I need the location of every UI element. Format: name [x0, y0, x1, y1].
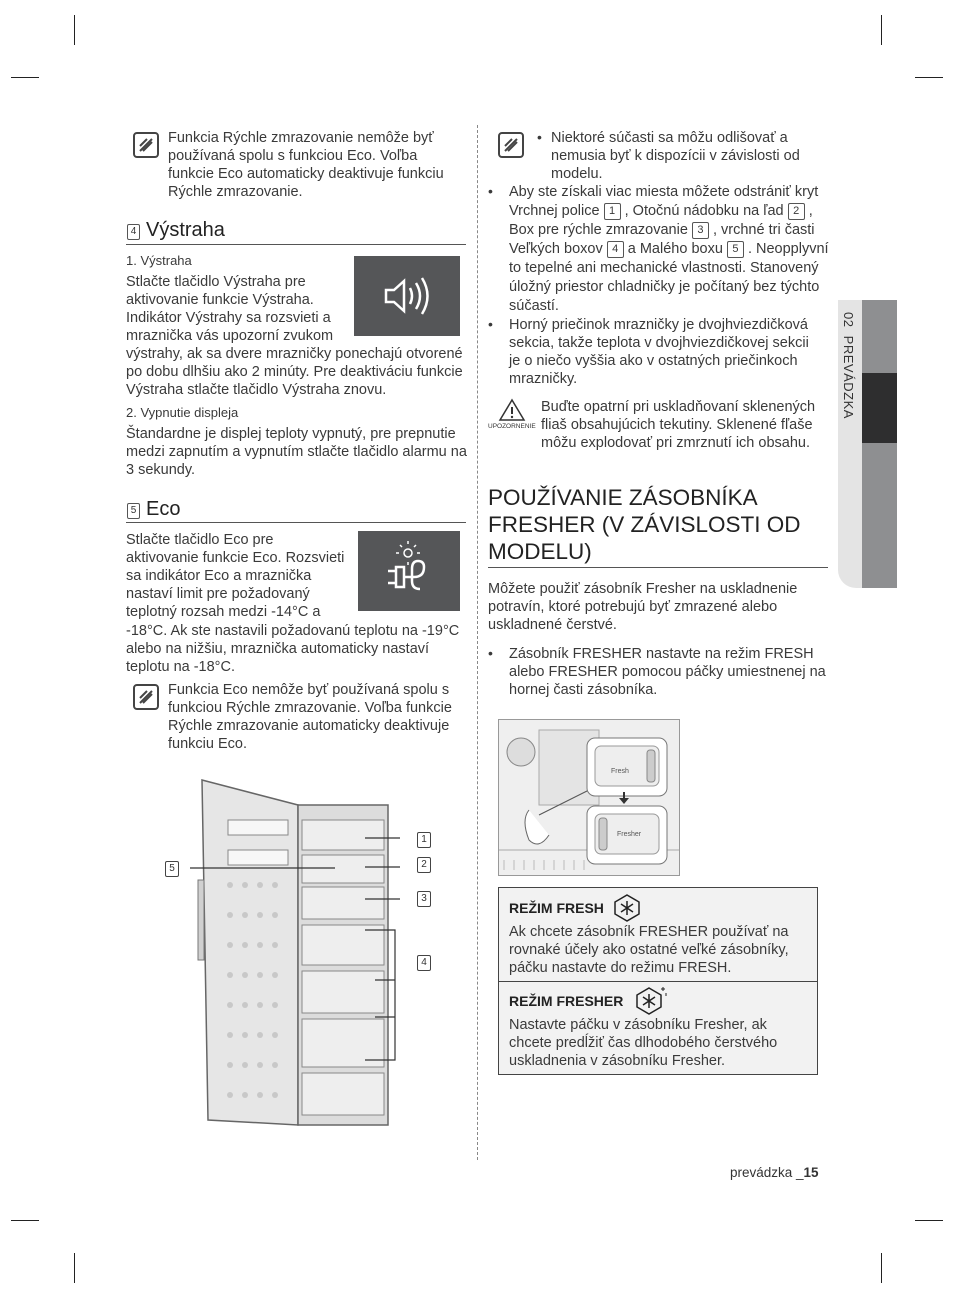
dial-label-fresh: Fresh [611, 768, 629, 775]
paragraph: Môžete použiť zásobník Fresher na uskladnenie potravín, ktoré potrebujú byť zmrazené alebo uskladnené čerstvé. [488, 581, 798, 633]
bullet-dot: • [488, 645, 493, 661]
inline-number: 3 [692, 222, 709, 239]
column-divider [477, 125, 478, 1160]
section-number: 4 [127, 224, 140, 240]
note-icon [133, 132, 159, 158]
text: a Malého boxu [627, 241, 723, 257]
mode-fresher-box [498, 981, 818, 1075]
crop-mark [915, 1220, 943, 1221]
crop-mark [915, 77, 943, 78]
page-footer [730, 1165, 819, 1180]
item-label: 2. Vypnutie displeja [126, 405, 239, 420]
bullet-dot: • [488, 183, 493, 199]
bullet-dot: • [537, 129, 542, 145]
bullet-text-components [509, 183, 831, 316]
section-title: Eco [146, 498, 181, 520]
mode-fresh-text: Ak chcete zásobník FRESHER používať na rovnaké účely ako ostatné veľké zásobníky, páčku nastavte do režimu FRESH. [509, 924, 789, 976]
heading-rule [488, 567, 828, 568]
callout-5: 5 [165, 861, 179, 877]
bullet-text: Horný priečinok mrazničky je dvojhviezdičková sekcia, takže teplota v dvojhviezdičkovej sekcii je o niečo vyššia ako v ostatných priečinkoch mrazničky. [509, 317, 809, 387]
callout-2: 2 [417, 857, 431, 873]
callout-3: 3 [417, 891, 431, 907]
note-icon [133, 684, 159, 710]
crop-mark [74, 15, 75, 45]
inline-number: 5 [727, 241, 744, 258]
paragraph: -18°C. Ak ste nastavili požadovanú teplotu na -19°C alebo na nižšiu, mraznička automaticky nastaví teplotu na -18°C. [126, 623, 460, 675]
text: , vrchné tri časti Veľkých boxov [509, 222, 815, 257]
heading-rule [126, 522, 466, 523]
side-tab-gray-top [862, 300, 897, 373]
freezer-illustration [190, 775, 400, 1135]
section-heading-vystraha [127, 219, 225, 242]
paragraph: Štandardne je displej teploty vypnutý, pre prepnutie medzi zapnutím a vypnutím stlačte tlačidlo alarmu na 3 sekundy. [126, 426, 467, 478]
bullet-text: Zásobník FRESHER nastavte na režim FRESH alebo FRESHER pomocou páčky umiestnenej na hornej časti zásobníka. [509, 646, 826, 698]
section-heading-eco [127, 498, 180, 521]
heading-rule [126, 244, 466, 245]
footer-label: prevádzka _ [730, 1165, 804, 1180]
fresher-drawer-illustration [498, 719, 680, 876]
page-number: 15 [803, 1165, 819, 1180]
note-text: Funkcia Rýchle zmrazovanie nemôže byť používaná spolu s funkciou Eco. Voľba funkcie Eco automaticky deaktivuje funkciu Rýchle zmrazovanie. [168, 130, 444, 200]
mode-fresh-title: REŽIM FRESH [509, 900, 604, 916]
section-number: 5 [127, 503, 140, 519]
note-text: Funkcia Eco nemôže byť používaná spolu s funkciou Rýchle zmrazovanie. Voľba funkcie Rýchle zmrazovanie automaticky deaktivuje funkciu Eco. [168, 682, 452, 752]
snowflake-sparkle-icon [635, 985, 669, 1015]
crop-mark [11, 1220, 39, 1221]
mode-fresher-title: REŽIM FRESHER [509, 993, 624, 1009]
side-tab-gray-bottom [862, 443, 897, 588]
warning-label: UPOZORNENIE [488, 423, 536, 430]
crop-mark [881, 15, 882, 45]
text: Aby ste získali viac miesta môžete odstrániť kryt Vrchnej police [509, 184, 819, 219]
side-tab-label: 02 PREVÁDZKA [841, 312, 856, 419]
callout-1: 1 [417, 832, 431, 848]
note-icon [498, 132, 524, 158]
side-tab-active [862, 373, 897, 443]
dial-label-fresher: Fresher [617, 831, 642, 838]
text: . Neopplyvní to tepelné ani mechanické vlastnosti. Stanovený úložný priestor chladničky je počítaný bez týchto súčastí. [509, 241, 829, 314]
paragraph: výstrahy, ak sa dvere mrazničky ponechajú otvorené po dobu dlhšiu ako 2 minúty. Pre deaktiváciu funkcie Výstraha stlačte tlačidlo Výstraha znovu. [126, 346, 463, 398]
callout-4: 4 [417, 955, 431, 971]
inline-number: 4 [607, 241, 624, 258]
text: , Box pre rýchle zmrazovanie [509, 203, 813, 238]
page-heading: POUŽÍVANIE ZÁSOBNÍKA FRESHER (V ZÁVISLOSTI OD MODELU) [488, 485, 801, 564]
paragraph: Stlačte tlačidlo Eco pre aktivovanie funkcie Eco. Rozsvieti sa indikátor Eco a mraznička nastaví limit pre požadovaný teplotný rozsah medzi -14°C a [126, 532, 345, 620]
item-label: 1. Výstraha [126, 253, 192, 268]
bullet-text: Niektoré súčasti sa môžu odlišovať a nemusia byť k dispozícii v závislosti od modelu. [551, 130, 800, 182]
text: , Otočnú nádobku na ľad [624, 203, 784, 219]
crop-mark [881, 1253, 882, 1283]
bullet-dot: • [488, 316, 493, 332]
warning-text: Buďte opatrní pri uskladňovaní sklenených fliaš obsahujúcich tekutiny. Sklenené fľaše môžu explodovať pri zmrznutí ich obsahu. [541, 399, 816, 451]
warning-icon [498, 398, 526, 422]
paragraph: Stlačte tlačidlo Výstraha pre aktivovanie funkcie Výstraha. Indikátor Výstrahy sa rozsvieti a mraznička vás upozorní zvukom [126, 274, 334, 344]
mode-fresher-text: Nastavte páčku v zásobníku Fresher, ak chcete predĺžiť čas dlhodobého čerstvého uskladnenia v zásobníku Fresher. [509, 1017, 778, 1069]
eco-button-image [358, 531, 460, 611]
inline-number: 1 [604, 203, 621, 220]
alarm-button-image [354, 256, 460, 336]
mode-fresh-box [498, 887, 818, 982]
crop-mark [74, 1253, 75, 1283]
crop-mark [11, 77, 39, 78]
inline-number: 2 [788, 203, 805, 220]
eco-plug-icon [358, 531, 460, 611]
section-title: Výstraha [146, 219, 225, 241]
snowflake-icon [613, 894, 641, 922]
speaker-icon [354, 256, 460, 336]
